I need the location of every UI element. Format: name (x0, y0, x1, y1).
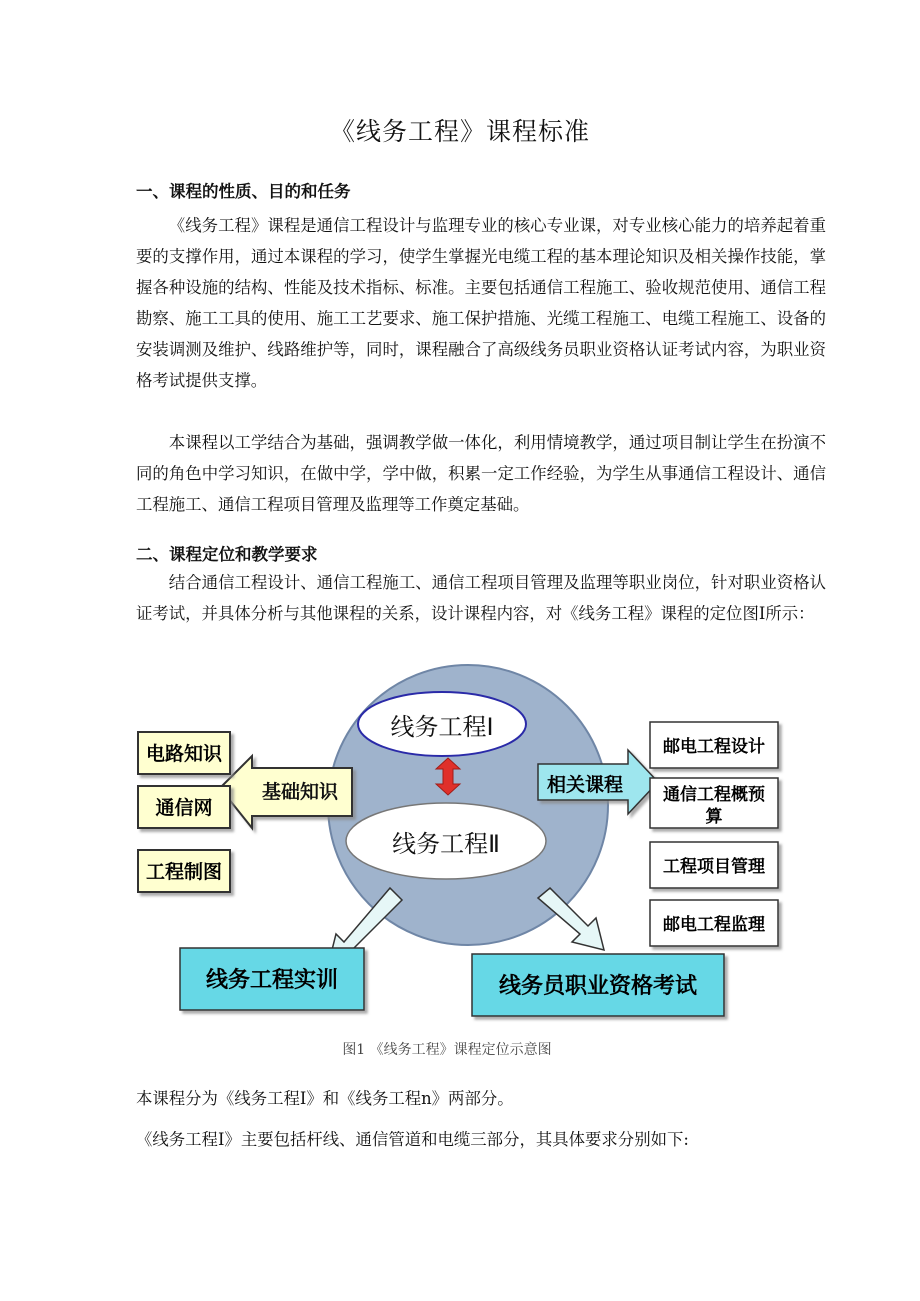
paragraph-nature: 《线务工程》课程是通信工程设计与监理专业的核心专业课，对专业核心能力的培养起着重要的支撑作用，通过本课程的学习，使学生掌握光电缆工程的基本理论知识及相关操作技能，掌握各种设施的结构、性能及技术指标、标准。主要包括通信工程施工、验收规范使用、通信工程勘察、施工工具的使用、施工工艺要求、施工保护措施、光缆工程施工、电缆工程施工、设备的安装调测及维护、线路维护等，同时，课程融合了高级线务员职业资格认证考试内容，为职业资格考试提供支撑。 (136, 216, 826, 390)
box-qualification-exam-label: 线务员职业资格考试 (498, 974, 698, 999)
ellipse-course-1-label: 线务工程Ⅰ (390, 713, 494, 741)
related-courses-label: 相关课程 (546, 774, 624, 796)
basic-knowledge-label: 基础知识 (261, 781, 339, 803)
box-practical-training-label: 线务工程实训 (205, 968, 339, 993)
section-heading-2: 二、课程定位和教学要求 (136, 545, 318, 564)
paragraph-basis: 本课程以工学结合为基础，强调教学做一体化，利用情境教学，通过项目制让学生在扮演不同的角色中学习知识，在做中学，学中做，积累一定工作经验，为学生从事通信工程设计、通信工程施工、通信工程项目管理及监理等工作奠定基础。 (136, 433, 826, 514)
paragraph-positioning: 结合通信工程设计、通信工程施工、通信工程项目管理及监理等职业岗位，针对职业资格认证考试，并具体分析与其他课程的关系，设计课程内容，对《线务工程》课程的定位图Ⅰ所示： (136, 573, 826, 623)
box-comm-network-label: 通信网 (155, 797, 213, 819)
ellipse-course-2-label: 线务工程Ⅱ (392, 830, 500, 858)
box-project-management-label: 工程项目管理 (663, 857, 765, 877)
paragraph-parts: 本课程分为《线务工程Ⅰ》和《线务工程n》两部分。 (136, 1089, 514, 1108)
section-heading-1: 一、课程的性质、目的和任务 (136, 182, 351, 201)
course-positioning-diagram (130, 660, 790, 1060)
paragraph-part1-intro: 《线务工程Ⅰ》主要包括杆线、通信管道和电缆三部分，其具体要求分别如下: (136, 1130, 689, 1149)
box-postal-design-label: 邮电工程设计 (663, 737, 765, 757)
page-title: 《线务工程》课程标准 (329, 117, 590, 146)
box-postal-supervision-label: 邮电工程监理 (663, 915, 765, 935)
box-budget-label-line2: 算 (705, 807, 723, 827)
box-engineering-drawing-label: 工程制图 (145, 861, 223, 883)
box-circuit-knowledge-label: 电路知识 (145, 743, 223, 765)
box-budget-label-line1: 通信工程概预 (663, 785, 765, 805)
figure-caption: 图1 《线务工程》课程定位示意图 (342, 1042, 552, 1058)
